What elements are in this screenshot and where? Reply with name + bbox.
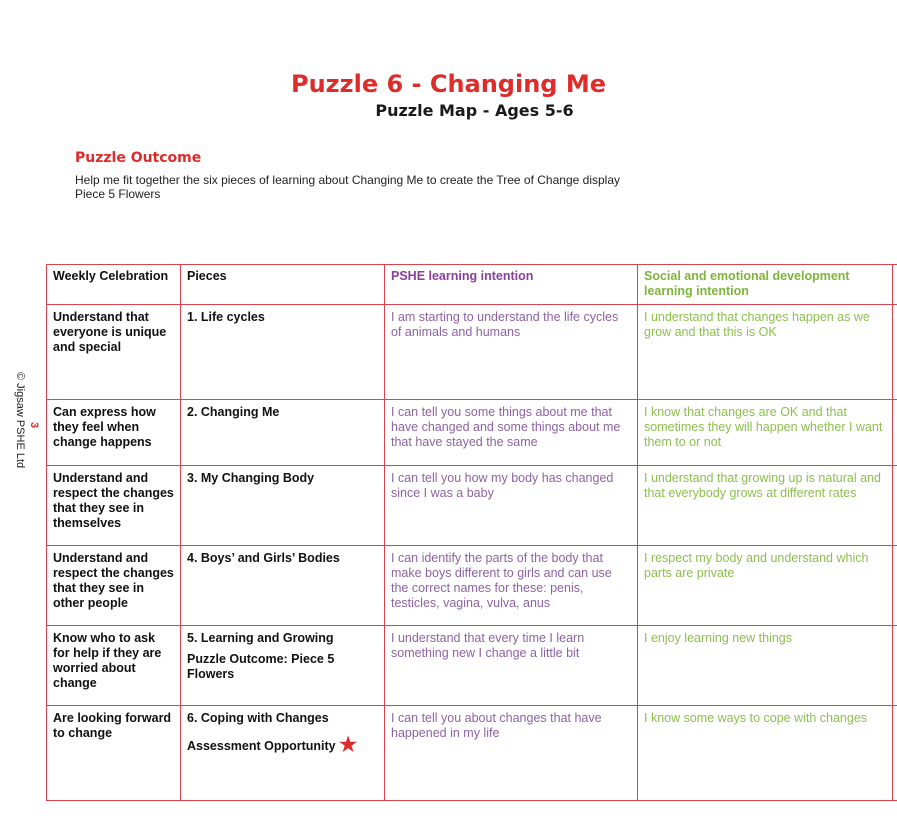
outcome-line-2: Piece 5 Flowers <box>75 187 161 201</box>
pshe-cell: I understand that every time I learn something new I change a little bit <box>385 626 638 706</box>
table-row <box>47 546 897 626</box>
piece-cell: 4. Boys’ and Girls’ Bodies <box>181 546 385 626</box>
overflow-cell <box>893 305 897 400</box>
page-subtitle: Puzzle Map - Ages 5-6 <box>375 101 574 120</box>
table-row <box>47 400 897 466</box>
celebration-cell: Know who to ask for help if they are worried about change <box>47 626 181 706</box>
celebration-cell: Understand that everyone is unique and special <box>47 305 181 400</box>
overflow-cell <box>893 706 897 801</box>
celebration-cell: Understand and respect the changes that they see in other people <box>47 546 181 626</box>
pshe-cell: I can tell you about changes that have happened in my life <box>385 706 638 801</box>
header-pshe-intention: PSHE learning intention <box>385 265 638 305</box>
pshe-cell: I am starting to understand the life cycles of animals and humans <box>385 305 638 400</box>
outcome-line-1: Help me fit together the six pieces of learning about Changing Me to create the Tree of Change display <box>75 173 620 187</box>
overflow-cell <box>893 546 897 626</box>
header-overflow-cell <box>893 265 897 305</box>
piece-title: 5. Learning and Growing <box>187 631 334 645</box>
piece-cell <box>181 706 385 801</box>
copyright-text: © Jigsaw PSHE Ltd <box>14 372 26 469</box>
piece-cell: 3. My Changing Body <box>181 466 385 546</box>
table-row <box>47 305 897 400</box>
page-number: 3 <box>28 422 40 429</box>
celebration-cell: Understand and respect the changes that they see in themselves <box>47 466 181 546</box>
outcome-text <box>75 173 620 201</box>
overflow-cell <box>893 626 897 706</box>
puzzle-outcome-note: Puzzle Outcome: Piece 5 Flowers <box>187 652 335 681</box>
piece-cell <box>181 626 385 706</box>
header-pieces: Pieces <box>181 265 385 305</box>
sed-cell: I know that changes are OK and that sometimes they will happen whether I want them to or not <box>638 400 893 466</box>
sed-cell: I know some ways to cope with changes <box>638 706 893 801</box>
header-sed-intention: Social and emotional development learning intention <box>638 265 893 305</box>
outcome-heading: Puzzle Outcome <box>75 150 202 166</box>
table-row <box>47 706 897 801</box>
piece-cell: 2. Changing Me <box>181 400 385 466</box>
sed-cell: I respect my body and understand which parts are private <box>638 546 893 626</box>
header-weekly-celebration: Weekly Celebration <box>47 265 181 305</box>
celebration-cell: Are looking forward to change <box>47 706 181 801</box>
piece-cell: 1. Life cycles <box>181 305 385 400</box>
overflow-cell <box>893 466 897 546</box>
assessment-note <box>187 734 378 756</box>
overflow-cell <box>893 400 897 466</box>
pshe-cell: I can identify the parts of the body that make boys different to girls and can use the correct names for these: penis, testicles, vagina, vulva, anus <box>385 546 638 626</box>
table-row <box>47 626 897 706</box>
table-header-row <box>47 265 897 305</box>
page-title: Puzzle 6 - Changing Me <box>290 70 606 98</box>
star-icon: ★ <box>339 734 358 756</box>
sed-cell: I enjoy learning new things <box>638 626 893 706</box>
sed-cell: I understand that changes happen as we grow and that this is OK <box>638 305 893 400</box>
puzzle-map-table <box>46 264 897 801</box>
sed-cell: I understand that growing up is natural and that everybody grows at different rates <box>638 466 893 546</box>
pshe-cell: I can tell you how my body has changed since I was a baby <box>385 466 638 546</box>
piece-title: 6. Coping with Changes <box>187 711 329 725</box>
table-row <box>47 466 897 546</box>
pshe-cell: I can tell you some things about me that have changed and some things about me that have stayed the same <box>385 400 638 466</box>
side-label <box>6 372 40 492</box>
assessment-label: Assessment Opportunity <box>187 739 336 753</box>
celebration-cell: Can express how they feel when change happens <box>47 400 181 466</box>
